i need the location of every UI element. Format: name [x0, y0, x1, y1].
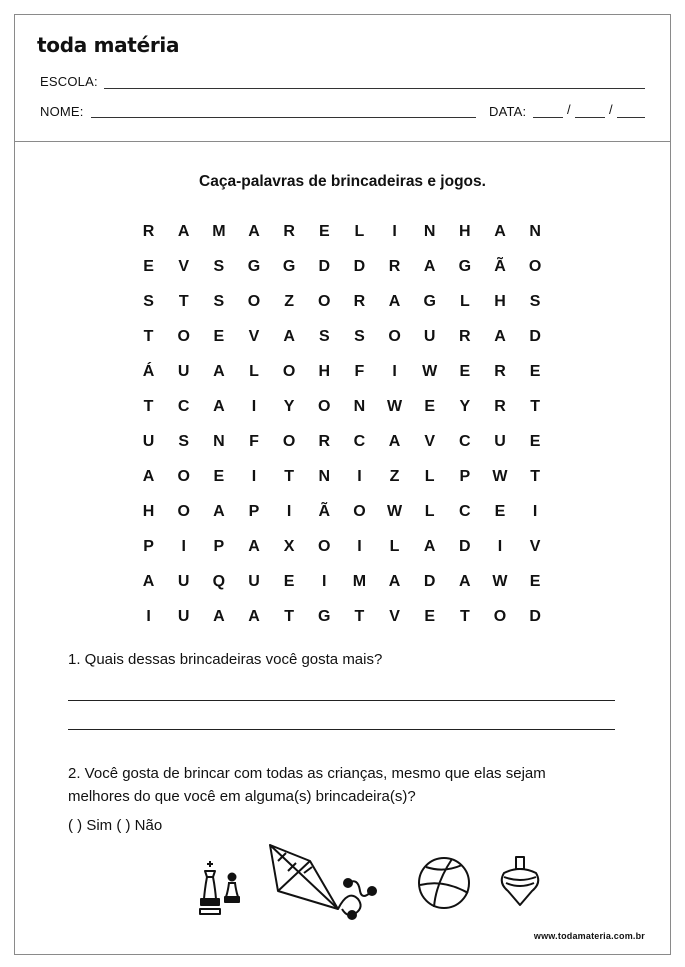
grid-letter[interactable]: R: [283, 222, 295, 240]
grid-letter[interactable]: T: [530, 397, 540, 415]
grid-letter[interactable]: P: [459, 467, 471, 485]
grid-letter[interactable]: O: [353, 502, 366, 520]
grid-letter[interactable]: U: [177, 607, 190, 625]
grid-letter[interactable]: H: [494, 292, 506, 310]
grid-letter[interactable]: H: [318, 362, 331, 380]
grid-letter[interactable]: O: [177, 502, 190, 520]
grid-letter[interactable]: E: [459, 362, 471, 380]
grid-letter[interactable]: P: [143, 537, 154, 555]
grid-letter[interactable]: L: [249, 362, 259, 380]
date-separator: /: [567, 102, 571, 117]
spinning-top-icon: [496, 855, 544, 909]
grid-letter[interactable]: Q: [212, 572, 226, 590]
grid-letter[interactable]: S: [529, 292, 541, 310]
escola-label: ESCOLA:: [40, 74, 98, 89]
grid-letter[interactable]: A: [423, 257, 436, 275]
grid-letter[interactable]: A: [494, 327, 506, 345]
grid-letter[interactable]: N: [423, 222, 436, 240]
grid-letter[interactable]: G: [318, 607, 331, 625]
grid-letter[interactable]: U: [142, 432, 155, 450]
grid-letter[interactable]: D: [318, 257, 331, 275]
grid-letter[interactable]: A: [213, 397, 225, 415]
grid-letter[interactable]: I: [251, 397, 257, 415]
illustrations: [0, 835, 685, 925]
grid-letter[interactable]: S: [213, 257, 225, 275]
grid-letter[interactable]: A: [248, 537, 260, 555]
grid-row: [131, 494, 553, 529]
grid-letter[interactable]: A: [142, 572, 155, 590]
kite-icon: [264, 843, 384, 921]
brand-logo: toda matéria: [37, 33, 180, 57]
date-month-line[interactable]: [575, 117, 605, 118]
grid-letter[interactable]: A: [213, 607, 225, 625]
grid-letter[interactable]: I: [146, 607, 151, 625]
grid-letter[interactable]: S: [213, 292, 225, 310]
grid-letter[interactable]: R: [388, 257, 401, 275]
grid-letter[interactable]: P: [213, 537, 225, 555]
grid-letter[interactable]: I: [497, 537, 503, 555]
grid-letter[interactable]: A: [388, 292, 401, 310]
grid-letter[interactable]: H: [142, 502, 155, 520]
data-label: DATA:: [489, 104, 527, 119]
grid-letter[interactable]: T: [143, 327, 154, 345]
grid-row: [131, 599, 553, 634]
grid-letter[interactable]: C: [459, 432, 471, 450]
grid-letter[interactable]: S: [354, 327, 365, 345]
grid-letter[interactable]: N: [213, 432, 225, 450]
grid-letter[interactable]: L: [424, 502, 435, 520]
grid-letter[interactable]: O: [388, 327, 401, 345]
grid-letter[interactable]: A: [283, 327, 295, 345]
grid-letter[interactable]: Y: [459, 397, 471, 415]
grid-letter[interactable]: V: [248, 327, 260, 345]
grid-letter[interactable]: R: [494, 362, 506, 380]
grid-row: [131, 319, 553, 354]
date-day-line[interactable]: [533, 117, 563, 118]
grid-letter[interactable]: I: [532, 502, 538, 520]
grid-row: [131, 214, 553, 249]
grid-letter[interactable]: O: [177, 467, 190, 485]
grid-letter[interactable]: N: [318, 467, 331, 485]
grid-letter[interactable]: G: [247, 257, 261, 275]
grid-letter[interactable]: L: [354, 222, 365, 240]
grid-letter[interactable]: X: [283, 537, 295, 555]
grid-letter[interactable]: U: [177, 572, 190, 590]
grid-letter[interactable]: A: [213, 362, 225, 380]
grid-row: [131, 389, 553, 424]
grid-letter[interactable]: A: [423, 537, 436, 555]
page-title: Caça-palavras de brincadeiras e jogos.: [199, 173, 486, 190]
question-2-line-2: melhores do que você em alguma(s) brincadeira(s)?: [68, 788, 416, 805]
grid-letter[interactable]: S: [143, 292, 154, 310]
grid-letter[interactable]: E: [143, 257, 154, 275]
grid-letter[interactable]: L: [389, 537, 400, 555]
question-2-line-1: 2. Você gosta de brincar com todas as crianças, mesmo que elas sejam: [68, 765, 546, 782]
grid-letter[interactable]: S: [318, 327, 330, 345]
grid-row: [131, 284, 553, 319]
grid-row: [131, 354, 553, 389]
grid-letter[interactable]: I: [357, 467, 362, 485]
nome-label: NOME:: [40, 104, 84, 119]
grid-letter[interactable]: M: [352, 572, 367, 590]
grid-letter[interactable]: A: [248, 607, 260, 625]
grid-letter[interactable]: O: [247, 292, 261, 310]
grid-letter[interactable]: W: [492, 467, 508, 485]
grid-letter[interactable]: L: [459, 292, 470, 310]
grid-letter[interactable]: T: [459, 607, 470, 625]
grid-letter[interactable]: D: [459, 537, 471, 555]
grid-letter[interactable]: H: [459, 222, 471, 240]
escola-input-line[interactable]: [104, 88, 645, 89]
grid-letter[interactable]: I: [286, 502, 292, 520]
grid-letter[interactable]: U: [177, 362, 190, 380]
grid-letter[interactable]: E: [213, 467, 225, 485]
grid-letter[interactable]: T: [284, 467, 295, 485]
nome-input-line[interactable]: [91, 117, 476, 118]
grid-letter[interactable]: R: [353, 292, 366, 310]
grid-letter[interactable]: I: [392, 362, 397, 380]
grid-letter[interactable]: I: [392, 222, 397, 240]
grid-row: [131, 459, 553, 494]
grid-letter[interactable]: D: [423, 572, 436, 590]
grid-letter[interactable]: G: [423, 292, 436, 310]
grid-letter[interactable]: W: [492, 572, 508, 590]
grid-letter[interactable]: C: [459, 502, 471, 520]
grid-letter[interactable]: G: [282, 257, 296, 275]
grid-letter[interactable]: T: [178, 292, 189, 310]
grid-letter[interactable]: R: [142, 222, 155, 240]
grid-letter[interactable]: R: [494, 397, 506, 415]
grid-letter[interactable]: A: [459, 572, 471, 590]
answer-line[interactable]: [68, 700, 615, 701]
grid-letter[interactable]: C: [177, 397, 190, 415]
grid-letter[interactable]: O: [282, 362, 296, 380]
grid-letter[interactable]: U: [423, 327, 436, 345]
grid-letter[interactable]: F: [354, 362, 365, 380]
grid-letter[interactable]: D: [529, 607, 541, 625]
grid-letter[interactable]: G: [458, 257, 472, 275]
grid-row: [131, 249, 553, 284]
grid-letter[interactable]: N: [529, 222, 541, 240]
grid-letter[interactable]: E: [424, 607, 436, 625]
grid-letter[interactable]: E: [529, 432, 541, 450]
grid-letter[interactable]: T: [143, 397, 154, 415]
grid-letter[interactable]: I: [251, 467, 257, 485]
grid-letter[interactable]: R: [459, 327, 471, 345]
grid-letter[interactable]: I: [322, 572, 327, 590]
grid-letter[interactable]: E: [318, 222, 330, 240]
grid-letter[interactable]: S: [178, 432, 190, 450]
grid-letter[interactable]: E: [529, 362, 541, 380]
grid-letter[interactable]: Z: [284, 292, 295, 310]
grid-letter[interactable]: T: [530, 467, 540, 485]
grid-letter[interactable]: V: [389, 607, 400, 625]
grid-letter[interactable]: L: [424, 467, 435, 485]
grid-letter[interactable]: F: [249, 432, 259, 450]
word-search-grid: [131, 214, 553, 634]
grid-letter[interactable]: P: [248, 502, 260, 520]
grid-letter[interactable]: Á: [142, 362, 155, 380]
grid-letter[interactable]: A: [213, 502, 225, 520]
grid-row: [131, 424, 553, 459]
grid-letter[interactable]: I: [181, 537, 186, 555]
date-year-line[interactable]: [617, 117, 645, 118]
grid-letter[interactable]: R: [318, 432, 331, 450]
grid-letter[interactable]: O: [282, 432, 296, 450]
grid-letter[interactable]: E: [529, 572, 541, 590]
answer-options: ( ) Sim ( ) Não: [68, 817, 163, 834]
grid-letter[interactable]: O: [528, 257, 542, 275]
grid-letter[interactable]: E: [213, 327, 225, 345]
grid-letter[interactable]: E: [494, 502, 506, 520]
grid-letter[interactable]: V: [424, 432, 436, 450]
grid-letter[interactable]: Ã: [494, 257, 506, 275]
grid-letter[interactable]: A: [388, 572, 401, 590]
grid-letter[interactable]: C: [353, 432, 366, 450]
grid-letter[interactable]: V: [178, 257, 190, 275]
grid-letter[interactable]: U: [494, 432, 506, 450]
grid-letter[interactable]: V: [529, 537, 541, 555]
grid-letter[interactable]: M: [212, 222, 226, 240]
ball-icon: [416, 855, 472, 911]
grid-letter[interactable]: O: [318, 292, 331, 310]
grid-letter[interactable]: A: [248, 222, 260, 240]
grid-letter[interactable]: E: [283, 572, 295, 590]
grid-letter[interactable]: T: [354, 607, 365, 625]
grid-letter[interactable]: A: [494, 222, 506, 240]
grid-letter[interactable]: A: [388, 432, 401, 450]
footer-url: www.todamateria.com.br: [533, 931, 645, 941]
grid-letter[interactable]: W: [387, 397, 403, 415]
grid-letter[interactable]: O: [318, 397, 331, 415]
grid-letter[interactable]: O: [493, 607, 507, 625]
grid-letter[interactable]: Y: [283, 397, 295, 415]
grid-row: [131, 564, 553, 599]
grid-letter[interactable]: W: [422, 362, 438, 380]
answer-line[interactable]: [68, 729, 615, 730]
grid-letter[interactable]: D: [529, 327, 541, 345]
grid-letter[interactable]: D: [353, 257, 366, 275]
grid-letter[interactable]: A: [177, 222, 190, 240]
grid-letter[interactable]: U: [248, 572, 260, 590]
grid-letter[interactable]: E: [424, 397, 436, 415]
grid-letter[interactable]: O: [177, 327, 190, 345]
question-1: 1. Quais dessas brincadeiras você gosta mais?: [68, 651, 383, 668]
grid-letter[interactable]: W: [387, 502, 403, 520]
date-separator: /: [609, 102, 613, 117]
grid-letter[interactable]: O: [318, 537, 331, 555]
grid-letter[interactable]: Z: [389, 467, 400, 485]
grid-row: [131, 529, 553, 564]
grid-letter[interactable]: Ã: [318, 502, 331, 520]
grid-letter[interactable]: N: [353, 397, 366, 415]
grid-letter[interactable]: T: [284, 607, 295, 625]
grid-letter[interactable]: A: [142, 467, 155, 485]
grid-letter[interactable]: I: [357, 537, 362, 555]
chess-pieces-icon: [196, 857, 244, 917]
header-divider: [14, 141, 671, 142]
